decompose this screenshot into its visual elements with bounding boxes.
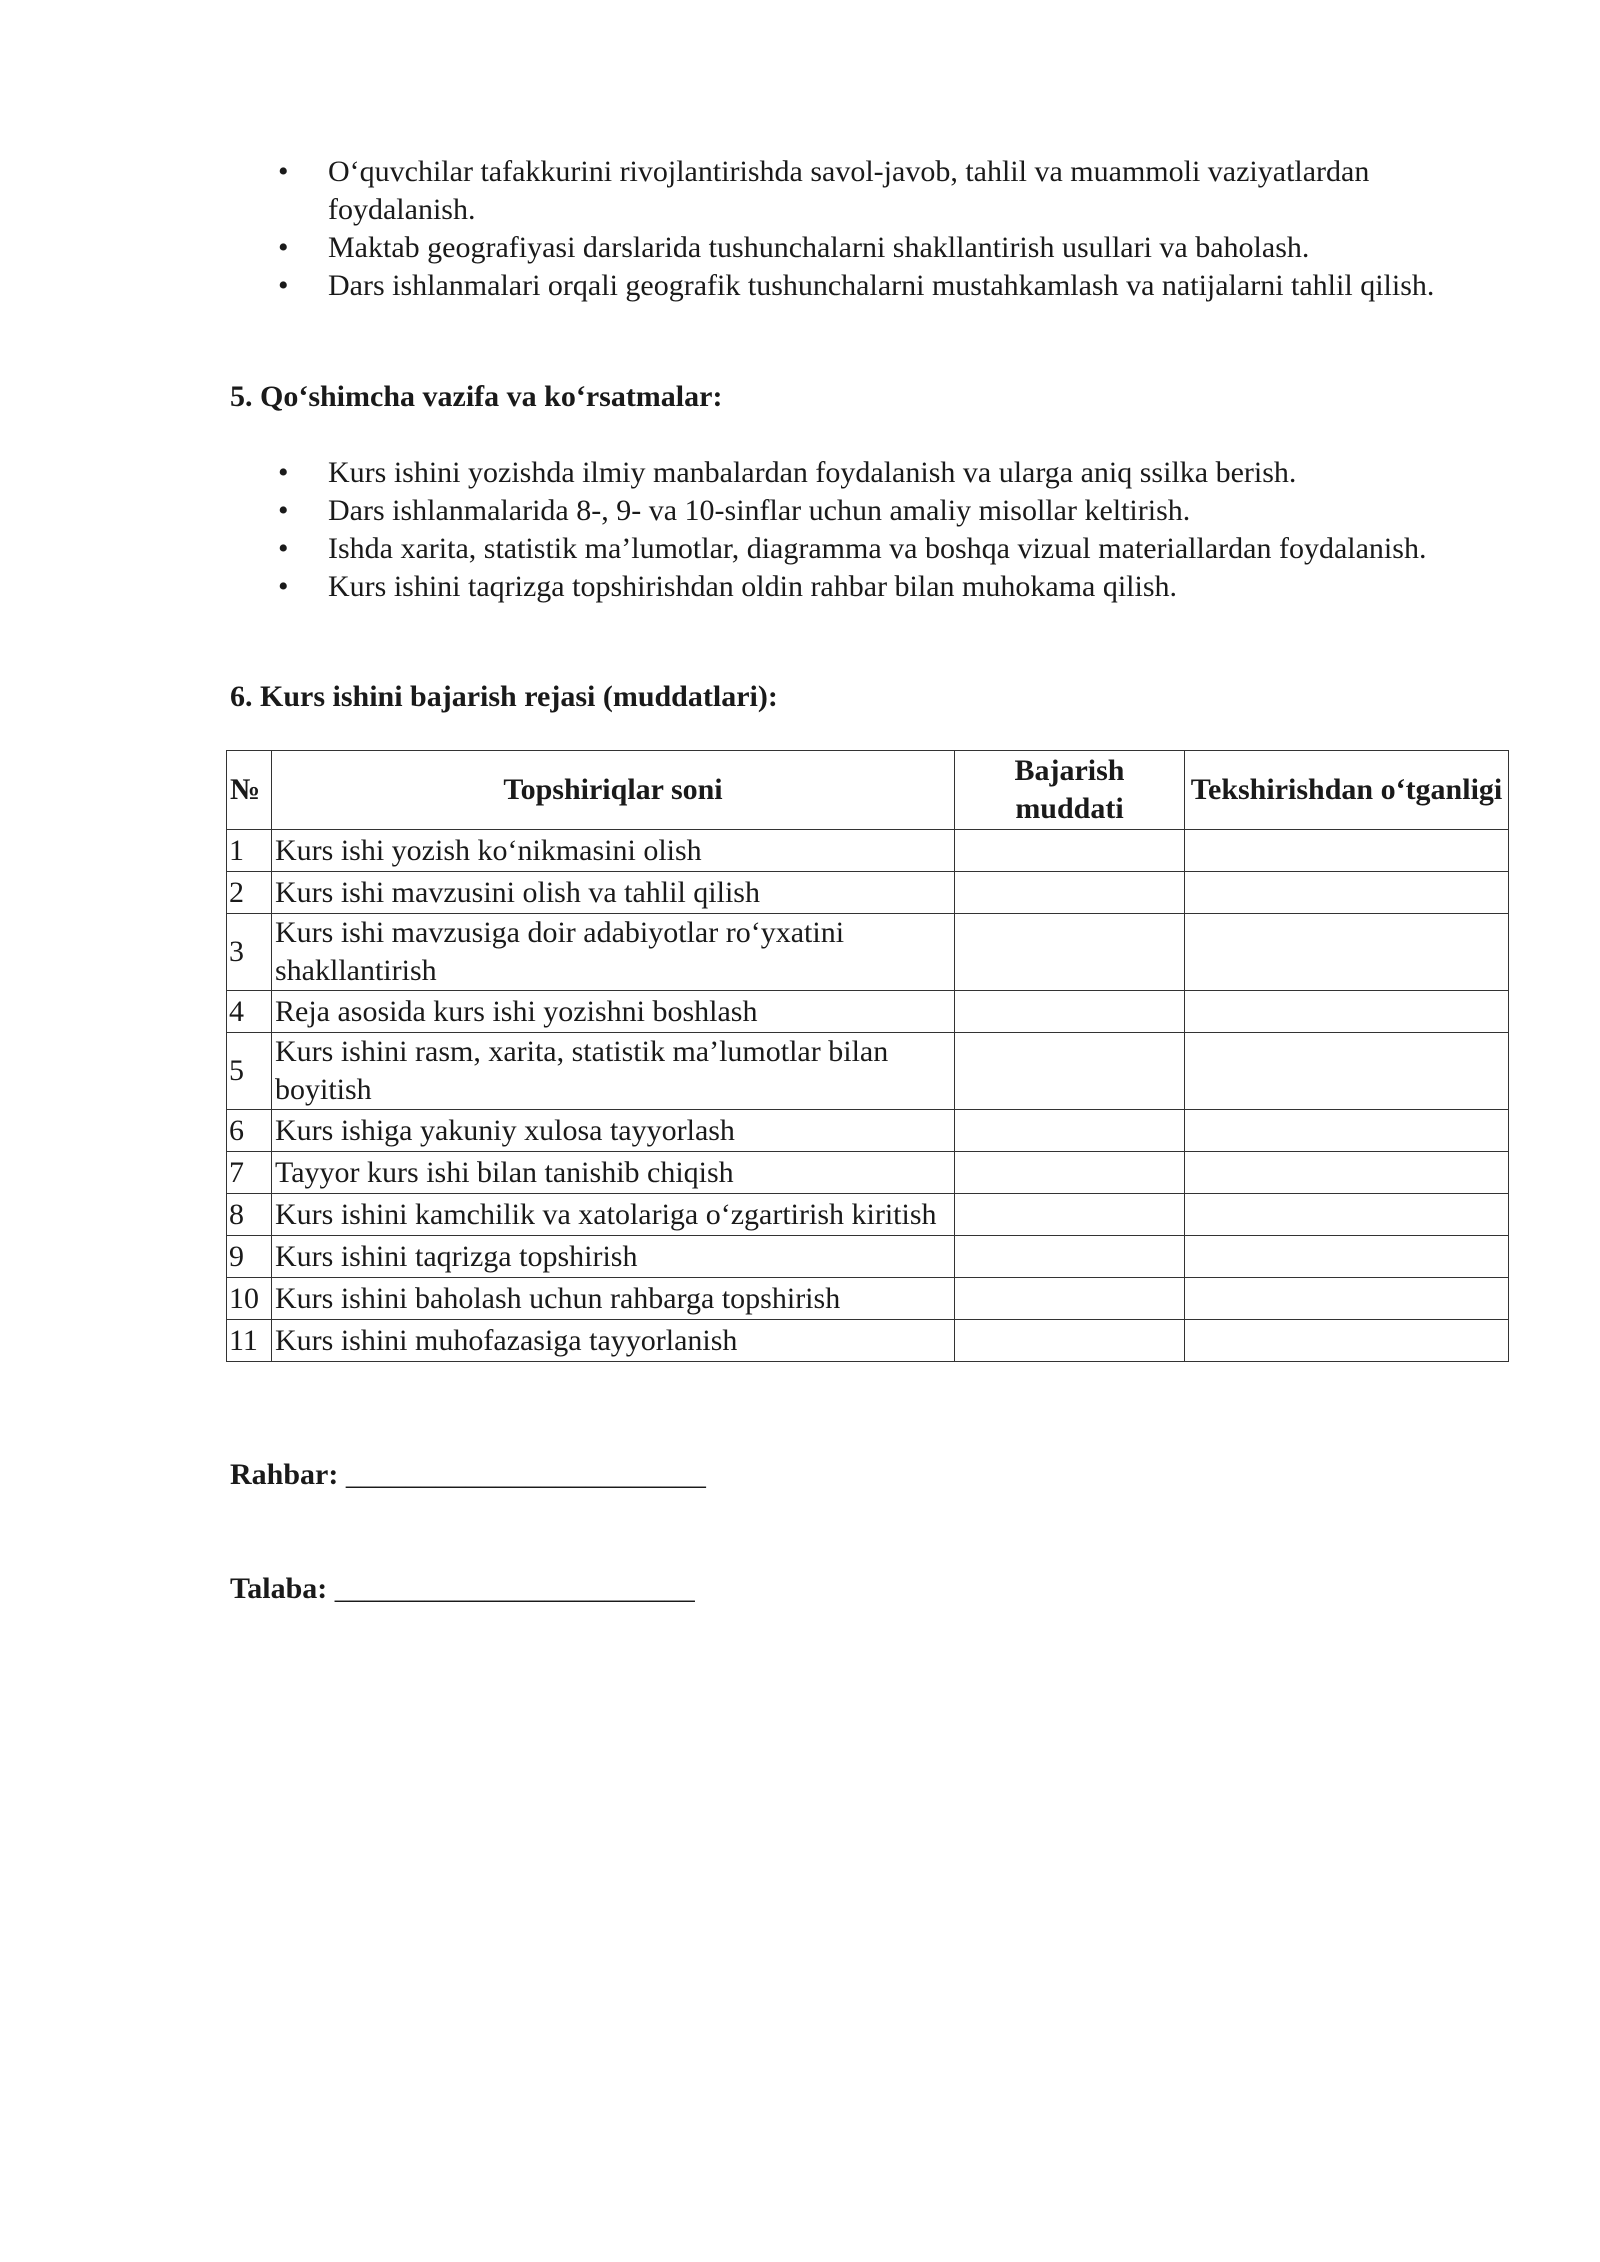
row-deadline[interactable] [955,1320,1185,1362]
row-number: 9 [227,1236,272,1278]
student-label: Talaba: [230,1572,328,1605]
table-row [227,1110,1509,1152]
row-checked[interactable] [1185,1236,1509,1278]
row-task: Kurs ishini rasm, xarita, statistik ma’lumotlar bilan boyitish [272,1033,955,1110]
row-deadline[interactable] [955,1033,1185,1110]
row-task: Kurs ishini taqrizga topshirish [272,1236,955,1278]
table-row [227,1320,1509,1362]
row-checked[interactable] [1185,1278,1509,1320]
student-signature [230,1570,695,1608]
bullet-list-section-5 [0,454,1600,606]
header-number: № [227,751,272,830]
row-number: 1 [227,830,272,872]
table-row [227,1194,1509,1236]
row-checked[interactable] [1185,830,1509,872]
table-row [227,1236,1509,1278]
row-checked[interactable] [1185,991,1509,1033]
row-number: 8 [227,1194,272,1236]
list-item: • Dars ishlanmalarida 8-, 9- va 10-sinflar uchun amaliy misollar keltirish. [0,492,1600,530]
table-row [227,914,1509,991]
row-number: 10 [227,1278,272,1320]
list-item: • Maktab geografiyasi darslarida tushunchalarni shakllantirish usullari va baholash. [0,229,1600,267]
row-task: Kurs ishi yozish ko‘nikmasini olish [272,830,955,872]
table-row [227,1152,1509,1194]
row-deadline[interactable] [955,872,1185,914]
row-task: Kurs ishiga yakuniy xulosa tayyorlash [272,1110,955,1152]
list-item: • Kurs ishini taqrizga topshirishdan oldin rahbar bilan muhokama qilish. [0,568,1600,606]
table-row [227,1278,1509,1320]
row-checked[interactable] [1185,1194,1509,1236]
table-row [227,1033,1509,1110]
list-item: • Ishda xarita, statistik ma’lumotlar, diagramma va boshqa vizual materiallardan foydalanish. [0,530,1600,568]
row-number: 4 [227,991,272,1033]
row-task: Kurs ishini muhofazasiga tayyorlanish [272,1320,955,1362]
list-item: • O‘quvchilar tafakkurini rivojlantirishda savol-javob, tahlil va muammoli vaziyatlardan foydalanish. [0,153,1600,229]
row-checked[interactable] [1185,1152,1509,1194]
table-row [227,991,1509,1033]
row-task: Kurs ishini kamchilik va xatolariga o‘zgartirish kiritish [272,1194,955,1236]
row-checked[interactable] [1185,872,1509,914]
bullet-list-top [0,153,1600,305]
row-checked[interactable] [1185,1033,1509,1110]
row-deadline[interactable] [955,1110,1185,1152]
row-deadline[interactable] [955,1194,1185,1236]
table-header-row [227,751,1509,830]
row-deadline[interactable] [955,914,1185,991]
row-checked[interactable] [1185,1320,1509,1362]
section-5-heading: 5. Qo‘shimcha vazifa va ko‘rsatmalar: [230,380,723,413]
row-deadline[interactable] [955,1278,1185,1320]
row-deadline[interactable] [955,1152,1185,1194]
list-item: • Kurs ishini yozishda ilmiy manbalardan foydalanish va ularga aniq ssilka berish. [0,454,1600,492]
row-deadline[interactable] [955,991,1185,1033]
header-tasks: Topshiriqlar soni [272,751,955,830]
row-number: 6 [227,1110,272,1152]
header-deadline: Bajarish muddati [955,751,1185,830]
row-number: 2 [227,872,272,914]
schedule-table [226,750,1509,1362]
student-signature-line[interactable]: ________________________ [334,1572,695,1605]
header-checked: Tekshirishdan o‘tganligi [1185,751,1509,830]
section-6-heading: 6. Kurs ishini bajarish rejasi (muddatlari): [230,680,778,713]
supervisor-label: Rahbar: [230,1458,339,1491]
table-row [227,872,1509,914]
row-task: Kurs ishi mavzusini olish va tahlil qilish [272,872,955,914]
row-task: Tayyor kurs ishi bilan tanishib chiqish [272,1152,955,1194]
row-deadline[interactable] [955,830,1185,872]
row-deadline[interactable] [955,1236,1185,1278]
row-task: Kurs ishi mavzusiga doir adabiyotlar ro‘yxatini shakllantirish [272,914,955,991]
list-item: • Dars ishlanmalari orqali geografik tushunchalarni mustahkamlash va natijalarni tahlil qilish. [0,267,1600,305]
supervisor-signature-line[interactable]: ________________________ [345,1458,706,1491]
supervisor-signature [230,1456,706,1494]
row-number: 5 [227,1033,272,1110]
row-checked[interactable] [1185,914,1509,991]
row-task: Kurs ishini baholash uchun rahbarga topshirish [272,1278,955,1320]
row-number: 11 [227,1320,272,1362]
row-checked[interactable] [1185,1110,1509,1152]
row-task: Reja asosida kurs ishi yozishni boshlash [272,991,955,1033]
table-row [227,830,1509,872]
row-number: 7 [227,1152,272,1194]
schedule-table-body [227,830,1509,1362]
row-number: 3 [227,914,272,991]
